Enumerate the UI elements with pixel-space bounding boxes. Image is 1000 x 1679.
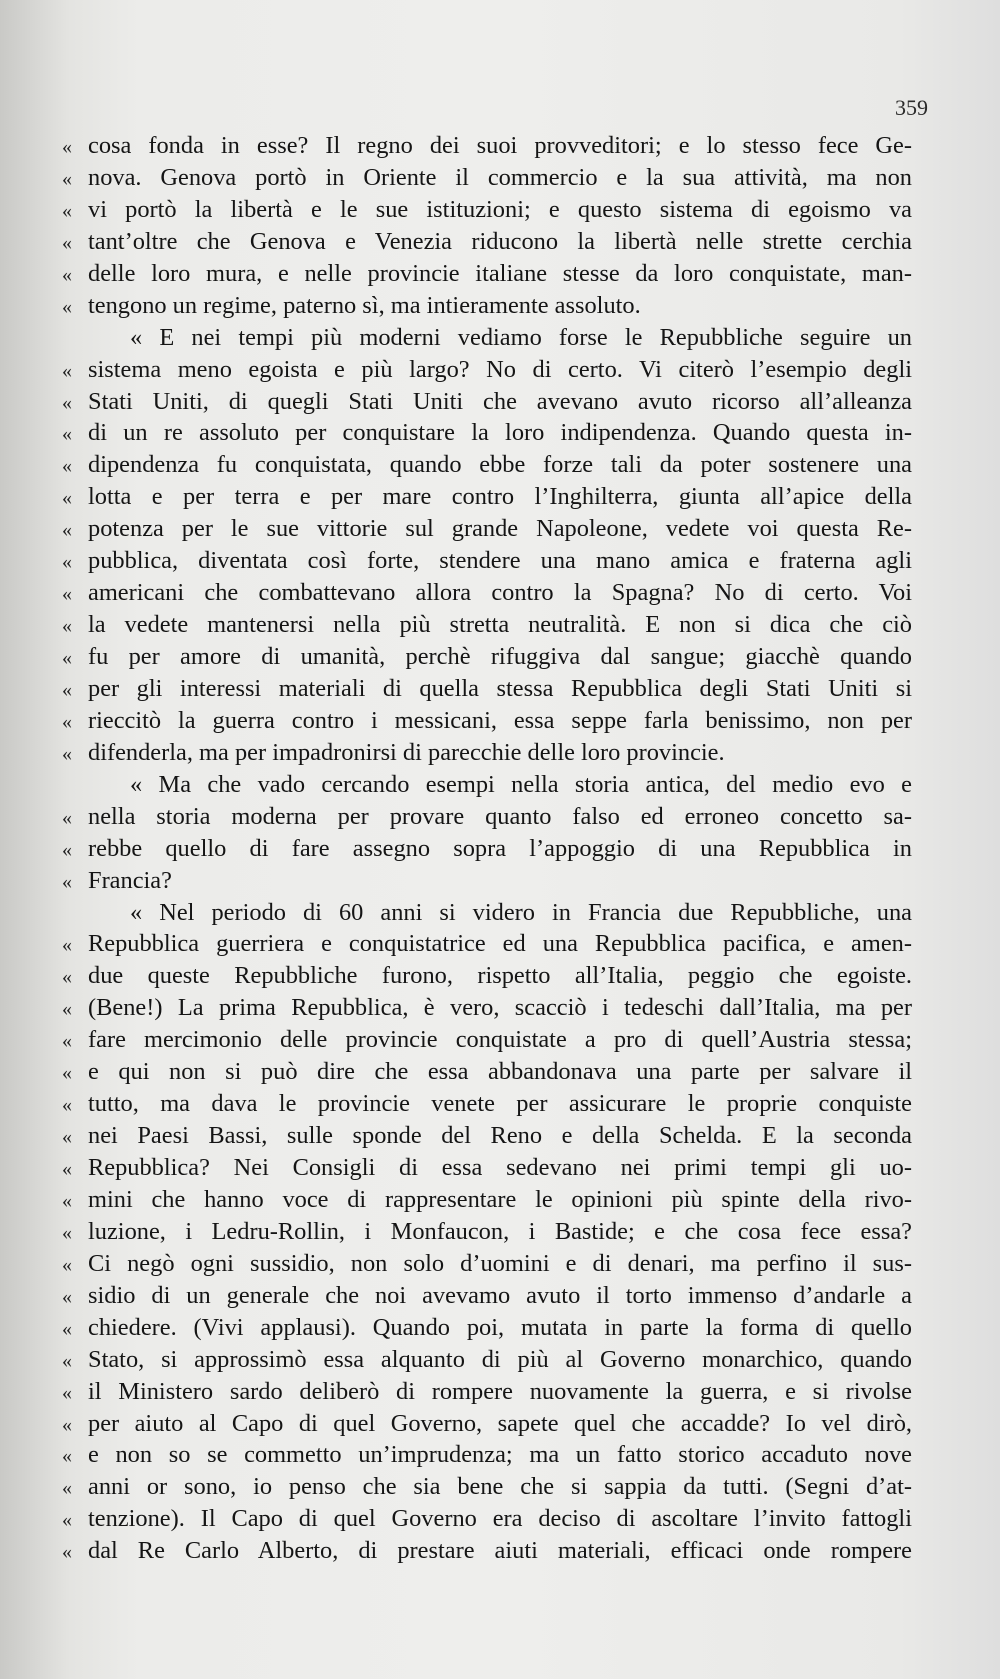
text-line [62,322,912,354]
page-number: 359 [895,95,928,120]
text-line [62,641,912,673]
text-line [62,1088,912,1120]
text-line [62,1280,912,1312]
quote-mark: « [62,742,72,765]
line-text: Ci negò ogni sussidio, non solo d’uomini e di denari, ma perfino il sus- [88,1249,912,1277]
line-text: sidio di un generale che noi avevamo avuto il torto immenso d’andarle a [88,1281,912,1309]
line-text: Stato, si approssimò essa alquanto di più al Governo monarchico, quando [88,1345,912,1373]
text-line [62,1471,912,1503]
quote-mark: « [62,678,72,701]
quote-mark: « [62,1541,72,1564]
line-text: tutto, ma dava le provincie venete per assicurare le proprie conquiste [88,1090,912,1118]
line-text: vi portò la libertà e le sue istituzioni; e questo sistema di egoismo va [88,195,912,223]
quote-mark: « [62,263,72,286]
line-text: tengono un regime, paterno sì, ma intieramente assoluto. [88,291,641,319]
line-text: potenza per le sue vittorie sul grande Napoleone, vedete voi questa Re- [88,515,912,543]
line-text: fu per amore di umanità, perchè rifuggiva dal sangue; giacchè quando [88,643,912,670]
text-line [62,513,912,545]
text-line [62,769,912,801]
text-line [62,865,912,897]
quote-mark: « [62,934,72,957]
body-text [62,130,912,1567]
line-text: « Ma che vado cercando esempi nella storia antica, del medio evo e [130,770,912,798]
text-line [62,897,912,929]
quote-mark: « [62,519,72,542]
line-text: dipendenza fu conquistata, quando ebbe forze tali da poter sostenere una [88,451,912,479]
text-line [62,1216,912,1248]
quote-mark: « [62,423,72,446]
line-text: anni or sono, io penso che sia bene che si sappia da tutti. (Segni d’at- [88,1473,912,1501]
line-text: e non so se commetto un’imprudenza; ma un fatto storico accaduto nove [88,1441,912,1469]
text-line [62,1056,912,1088]
text-line [62,417,912,449]
text-line [62,1184,912,1216]
quote-mark: « [62,1221,72,1244]
line-text: chiedere. (Vivi applausi). Quando poi, mutata in parte la forma di quello [88,1313,912,1341]
line-text: nella storia moderna per provare quanto falso ed erroneo concetto sa- [88,802,912,830]
text-line [62,354,912,386]
text-line [62,1120,912,1152]
text-line [62,194,912,226]
text-line [62,1312,912,1344]
line-text: « E nei tempi più moderni vediamo forse le Repubbliche seguire un [130,323,912,351]
quote-mark: « [62,1189,72,1212]
quote-mark: « [62,1158,72,1180]
line-text: Repubblica? Nei Consigli di essa sedevano nei primi tempi gli uo- [88,1154,912,1181]
text-line [62,258,912,290]
text-line [62,162,912,194]
line-text: per gli interessi materiali di quella stessa Repubblica degli Stati Uniti si [88,674,912,702]
quote-mark: « [62,1285,72,1308]
quote-mark: « [62,583,72,606]
quote-mark: « [62,391,72,414]
quote-mark: « [62,1477,72,1500]
quote-mark: « [62,1094,72,1117]
line-text: cosa fonda in esse? Il regno dei suoi provveditori; e lo stesso fece Ge- [88,132,912,159]
quote-mark: « [62,455,72,478]
text-line [62,577,912,609]
quote-mark: « [62,1253,72,1276]
text-line [62,290,912,322]
quote-mark: « [62,1062,72,1085]
text-line [62,130,912,162]
line-text: di un re assoluto per conquistare la loro indipendenza. Quando questa in- [88,419,912,447]
quote-mark: « [62,1126,72,1149]
text-line [62,673,912,705]
line-text: tenzione). Il Capo di quel Governo era deciso di ascoltare l’invito fattogli [88,1505,912,1533]
quote-mark: « [62,1381,72,1404]
line-text: tant’oltre che Genova e Venezia riducono la libertà nelle strette cerchia [88,227,912,255]
line-text: luzione, i Ledru-Rollin, i Monfaucon, i Bastide; e che cosa fece essa? [88,1217,912,1245]
quote-mark: « [62,647,72,669]
line-text: fare mercimonio delle provincie conquistate a pro di quell’Austria stessa; [88,1026,912,1054]
quote-mark: « [62,966,72,989]
line-text: Repubblica guerriera e conquistatrice ed una Repubblica pacifica, e amen- [88,930,912,958]
text-line [62,737,912,769]
line-text: per aiuto al Capo di quel Governo, sapete quel che accadde? Io vel dirò, [88,1409,912,1437]
line-text: americani che combattevano allora contro la Spagna? No di certo. Voi [88,579,912,607]
line-text: delle loro mura, e nelle provincie italiane stesse da loro conquistate, man- [88,259,912,287]
text-line [62,1503,912,1535]
text-line [62,833,912,865]
text-line [62,449,912,481]
line-text: « Nel periodo di 60 anni si videro in Francia due Repubbliche, una [130,898,912,926]
text-line [62,386,912,418]
line-text: Francia? [88,866,172,894]
line-text: nei Paesi Bassi, sulle sponde del Reno e della Schelda. E la seconda [88,1122,912,1150]
quote-mark: « [62,1509,72,1532]
quote-mark: « [62,998,72,1021]
text-line [62,705,912,737]
line-text: e qui non si può dire che essa abbandonava una parte per salvare il [88,1058,912,1086]
text-line [62,1152,912,1184]
line-text: due queste Repubbliche furono, rispetto all’Italia, peggio che egoiste. [88,962,912,990]
line-text: nova. Genova portò in Oriente il commercio e la sua attività, ma non [88,163,912,191]
text-line [62,545,912,577]
line-text: difenderla, ma per impadronirsi di parecchie delle loro provincie. [88,738,725,766]
quote-mark: « [62,1445,72,1468]
quote-mark: « [62,295,72,318]
line-text: Stati Uniti, di quegli Stati Uniti che avevano avuto ricorso all’alleanza [88,387,912,415]
line-text: dal Re Carlo Alberto, di prestare aiuti materiali, efficaci onde rompere [88,1537,912,1565]
line-text: mini che hanno voce di rappresentare le opinioni più spinte della rivo- [88,1185,912,1213]
quote-mark: « [62,1317,72,1340]
line-text: la vedete mantenersi nella più stretta neutralità. E non si dica che ciò [88,611,912,639]
quote-mark: « [62,487,72,510]
quote-mark: « [62,136,72,158]
line-text: rebbe quello di fare assegno sopra l’appoggio di una Repubblica in [88,834,912,862]
text-line [62,1024,912,1056]
quote-mark: « [62,806,72,829]
quote-mark: « [62,710,72,733]
quote-mark: « [62,615,72,638]
line-text: (Bene!) La prima Repubblica, è vero, scacciò i tedeschi dall’Italia, ma per [88,994,912,1022]
text-line [62,1344,912,1376]
text-line [62,1408,912,1440]
text-line [62,928,912,960]
text-line [62,960,912,992]
text-line [62,226,912,258]
line-text: sistema meno egoista e più largo? No di certo. Vi citerò l’esempio degli [88,355,912,383]
text-line [62,1248,912,1280]
text-line [62,481,912,513]
line-text: rieccitò la guerra contro i messicani, essa seppe farla benissimo, non per [88,706,912,734]
quote-mark: « [62,231,72,254]
text-line [62,801,912,833]
line-text: il Ministero sardo deliberò di rompere nuovamente la guerra, e si rivolse [88,1377,912,1405]
text-line [62,992,912,1024]
quote-mark: « [62,838,72,861]
quote-mark: « [62,199,72,222]
quote-mark: « [62,1030,72,1053]
text-line [62,1376,912,1408]
quote-mark: « [62,1349,72,1372]
quote-mark: « [62,359,72,382]
line-text: lotta e per terra e per mare contro l’Inghilterra, giunta all’apice della [88,483,912,511]
quote-mark: « [62,1413,72,1436]
quote-mark: « [62,870,72,893]
text-line [62,1439,912,1471]
line-text: pubblica, diventata così forte, stendere una mano amica e fraterna agli [88,547,912,575]
quote-mark: « [62,551,72,574]
quote-mark: « [62,167,72,190]
text-line [62,1535,912,1567]
text-line [62,609,912,641]
